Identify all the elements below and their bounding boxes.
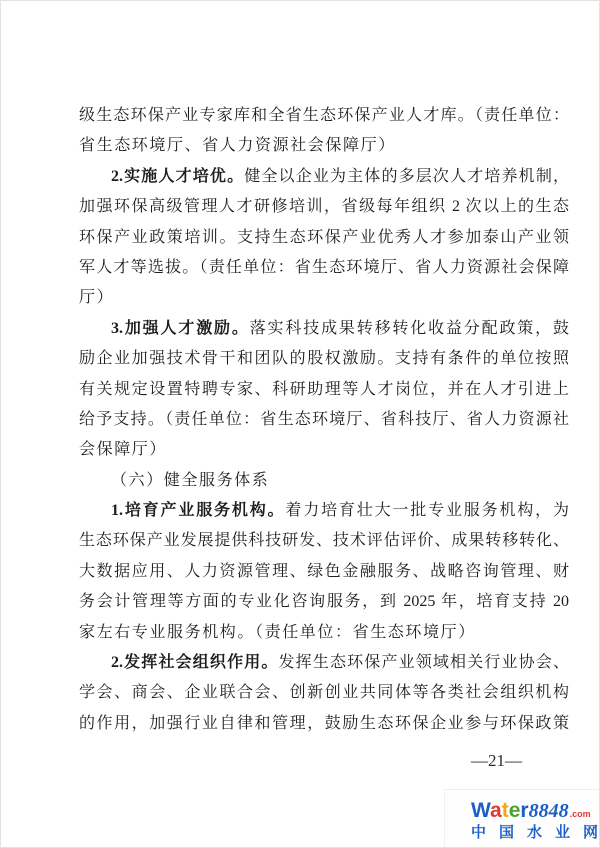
text-line — [79, 648, 569, 678]
subtitle-char: 国 — [498, 824, 514, 841]
logo-dotcom-suffix: .com — [569, 809, 591, 819]
brand-letter: r — [520, 799, 529, 822]
subtitle-char: 水 — [526, 824, 542, 841]
text-line — [79, 253, 569, 283]
document-text — [79, 101, 569, 739]
text-line — [79, 618, 569, 648]
subtitle-char: 中 — [471, 824, 487, 841]
text-line — [79, 557, 569, 587]
text-line — [79, 466, 569, 496]
paragraph-text: 给予支持。（责任单位：省生态环境厅、省科技厅、省人力资源社 — [79, 410, 569, 428]
text-line — [79, 344, 569, 374]
logo-8848-number: 8848 — [528, 800, 569, 822]
paragraph-lead-bold: 2.发挥社会组织作用。 — [111, 654, 279, 672]
subtitle-char: 业 — [554, 824, 570, 841]
water8848-logo — [444, 789, 600, 848]
text-line — [79, 496, 569, 526]
paragraph-lead-bold: 3.加强人才激励。 — [111, 319, 250, 337]
text-line — [79, 131, 569, 161]
paragraph-text: 的作用，加强行业自律和管理，鼓励生态环保企业参与环保政策 — [79, 714, 569, 732]
page-number: —21— — [471, 751, 522, 770]
paragraph-lead-bold: 2.实施人才培优。 — [111, 167, 245, 185]
brand-letter: a — [490, 799, 502, 822]
paragraph-text: 发挥生态环保产业领域相关行业协会、 — [278, 654, 569, 672]
logo-subtitle-cn — [471, 824, 598, 842]
text-line — [79, 192, 569, 222]
paragraph-text: 厅） — [79, 289, 115, 307]
paragraph-text: 健全以企业为主体的多层次人才培养机制， — [244, 167, 569, 185]
subtitle-char: 网 — [582, 824, 598, 841]
paragraph-text: 生态环保产业发展提供科技研发、技术评估评价、成果转移转化、 — [79, 532, 569, 550]
text-line — [79, 587, 569, 617]
text-line — [79, 435, 569, 465]
paragraph-text: 级生态环保产业专家库和全省生态环保产业人才库。（责任单位： — [79, 107, 569, 124]
paragraph-text: 省生态环境厅、省人力资源社会保障厅） — [79, 137, 396, 155]
text-line — [79, 709, 569, 739]
text-line — [79, 526, 569, 556]
text-line — [79, 283, 569, 313]
text-line — [79, 162, 569, 192]
paragraph-text: 励企业加强技术骨干和团队的股权激励。支持有条件的单位按照 — [79, 350, 569, 368]
brand-letter: W — [471, 799, 491, 822]
text-line — [79, 223, 569, 253]
paragraph-text: 有关规定设置特聘专家、科研助理等人才岗位，并在人才引进上 — [79, 380, 569, 398]
text-line — [79, 314, 569, 344]
text-line — [79, 101, 569, 131]
paragraph-text: （六）健全服务体系 — [111, 471, 270, 489]
paragraph-text: 环保产业政策培训。支持生态环保产业优秀人才参加泰山产业领 — [79, 228, 569, 246]
brand-letter: e — [508, 799, 521, 822]
logo-brand-row — [471, 800, 591, 825]
paragraph-text: 学会、商会、企业联合会、创新创业共同体等各类社会组织机构 — [79, 684, 569, 702]
paragraph-text: 会保障厅） — [79, 441, 168, 459]
brand-letter: t — [501, 799, 509, 822]
text-line — [79, 375, 569, 405]
paragraph-lead-bold: 1.培育产业服务机构。 — [111, 502, 286, 520]
paragraph-text: 加强环保高级管理人才研修培训，省级每年组织 2 次以上的生态 — [79, 198, 569, 216]
paragraph-text: 军人才等选拔。（责任单位：省生态环境厅、省人力资源社会保障 — [79, 258, 569, 276]
paragraph-text: 家左右专业服务机构。（责任单位：省生态环境厅） — [79, 623, 476, 641]
paragraph-text: 落实科技成果转移转化收益分配政策，鼓 — [249, 319, 569, 337]
paragraph-text: 着力培育壮大一批专业服务机构，为 — [285, 502, 569, 520]
text-line — [79, 678, 569, 708]
text-line — [79, 405, 569, 435]
logo-water-wordmark — [471, 799, 529, 822]
paragraph-text: 大数据应用、人力资源管理、绿色金融服务、战略咨询管理、财 — [79, 562, 569, 580]
paragraph-text: 务会计管理等方面的专业化咨询服务，到 2025 年，培育支持 20 — [79, 593, 569, 611]
